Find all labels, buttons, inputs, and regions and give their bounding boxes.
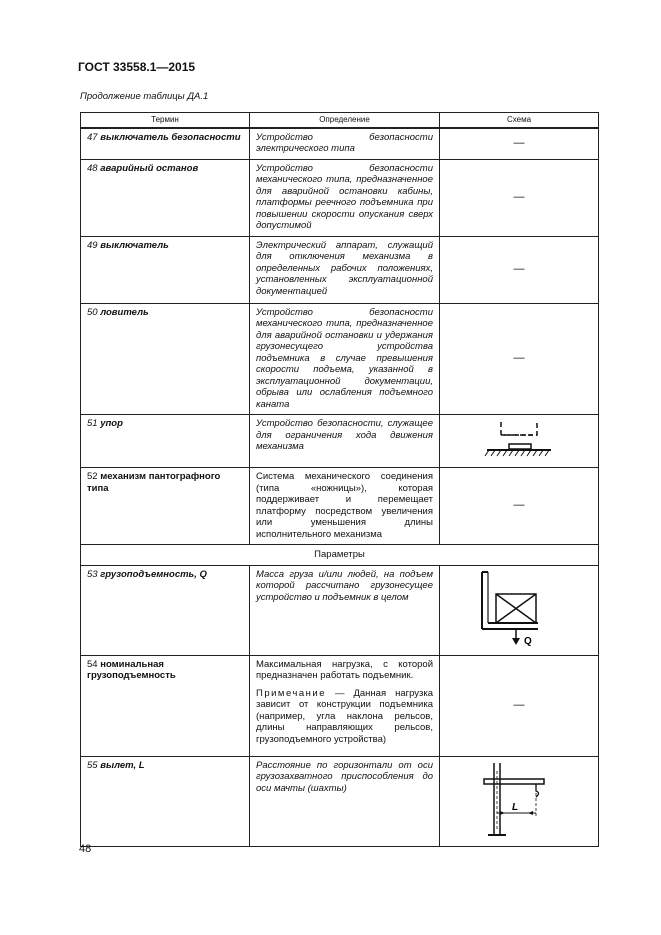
term-number: 53 [87,568,98,580]
definition-cell [250,655,440,756]
term-number: 51 [87,418,98,429]
table-row [81,303,599,415]
document-code: ГОСТ 33558.1—2015 [78,60,196,74]
table-row [81,468,599,545]
table-row [81,415,599,468]
scheme-dash: — [513,190,525,203]
term-text: ловитель [100,306,149,318]
note [256,688,433,746]
column-header-scheme: Схема [440,113,599,128]
scheme-cell [440,303,599,415]
term-cell [81,236,250,303]
definition-text: Максимальная нагрузка, с которой предназначен работать подъемник. [256,658,433,681]
definition-cell: Система механического соединения (типа «ножницы»), которая поддерживает и перемещает платформу посредством увеличения или уменьшения длины исполнительного механизма [250,468,440,545]
term-number: 49 [87,239,98,251]
scheme-cell [440,756,599,847]
load-capacity-diagram [474,566,564,650]
definition-cell: Устройство безопасности механического типа, предназначенное для аварийной остановки кабины, платформы реечного подъемника при повышении скорости опускания сверх допустимой [250,159,440,236]
scheme-cell [440,565,599,655]
table-row [81,128,599,160]
term-text: грузоподъемность, Q [100,568,207,580]
table-row [81,236,599,303]
definition-cell: Устройство безопасности механического типа, предназначенное для аварийной остановки и удержания грузонесущего устройства подъемника в случае превышения скорости подъема, указанной в эксплуатационной документации, обрыва или ослабления подъемного каната [250,303,440,415]
term-number: 50 [87,306,98,318]
term-number: 47 [87,131,98,143]
scheme-dash: — [513,352,525,364]
reach-diagram [479,757,559,843]
scheme-cell [440,236,599,303]
column-header-term: Термин [81,113,250,128]
term-cell [81,655,250,756]
term-cell [81,756,250,847]
stop-buffer-diagram [479,416,559,462]
term-text: аварийный останов [100,162,199,174]
scheme-dash: — [513,499,525,512]
scheme-dash: — [513,698,525,711]
load-label: Q [524,636,532,648]
term-cell [81,159,250,236]
page-number: 48 [79,843,92,855]
definition-cell: Масса груза и/или людей, на подъем которой рассчитано грузонесущее устройство и подъемник в целом [250,565,440,655]
term-text: вылет, L [100,759,145,771]
table-row [81,565,599,655]
section-title: Параметры [81,545,599,566]
term-text: упор [100,418,123,429]
table-header-row [81,113,599,128]
term-text: механизм пантографного типа [87,471,221,494]
scheme-cell [440,159,599,236]
scheme-cell [440,655,599,756]
term-number: 48 [87,162,98,174]
term-number: 55 [87,759,98,771]
term-number: 52 [87,471,98,482]
term-text: выключатель [100,239,169,251]
section-row [81,545,599,566]
scheme-cell [440,468,599,545]
table-row [81,756,599,847]
term-cell [81,565,250,655]
table-caption: Продолжение таблицы ДА.1 [80,91,209,102]
note-label: Примечание [256,687,326,699]
term-cell [81,128,250,160]
term-cell [81,468,250,545]
table-row [81,159,599,236]
scheme-cell [440,415,599,468]
reach-label: L [512,801,519,813]
scheme-dash: — [513,262,525,275]
definition-cell: Устройство безопасности, служащее для ограничения хода движения механизма [250,415,440,468]
term-cell [81,303,250,415]
term-number: 54 [87,658,98,670]
term-cell [81,415,250,468]
definition-cell: Расстояние по горизонтали от оси грузозахватного приспособления до оси мачты (шахты) [250,756,440,847]
term-text: выключатель безопасности [100,131,241,143]
terms-table [80,112,599,847]
column-header-definition: Определение [250,113,440,128]
definition-cell: Электрический аппарат, служащий для отключения механизма в определенных рабочих положениях, установленных эксплуатационной документацией [250,236,440,303]
table-row [81,655,599,756]
term-text: номинальная грузоподъемность [87,658,176,681]
definition-cell: Устройство безопасности электрического типа [250,128,440,160]
scheme-dash: — [513,136,525,149]
scheme-cell [440,128,599,160]
note-text: — Данная нагрузка зависит от конструкции подъемника (например, угла наклона рельсов, длины направляющих рельсов, грузоподъемного устройства) [256,687,433,745]
